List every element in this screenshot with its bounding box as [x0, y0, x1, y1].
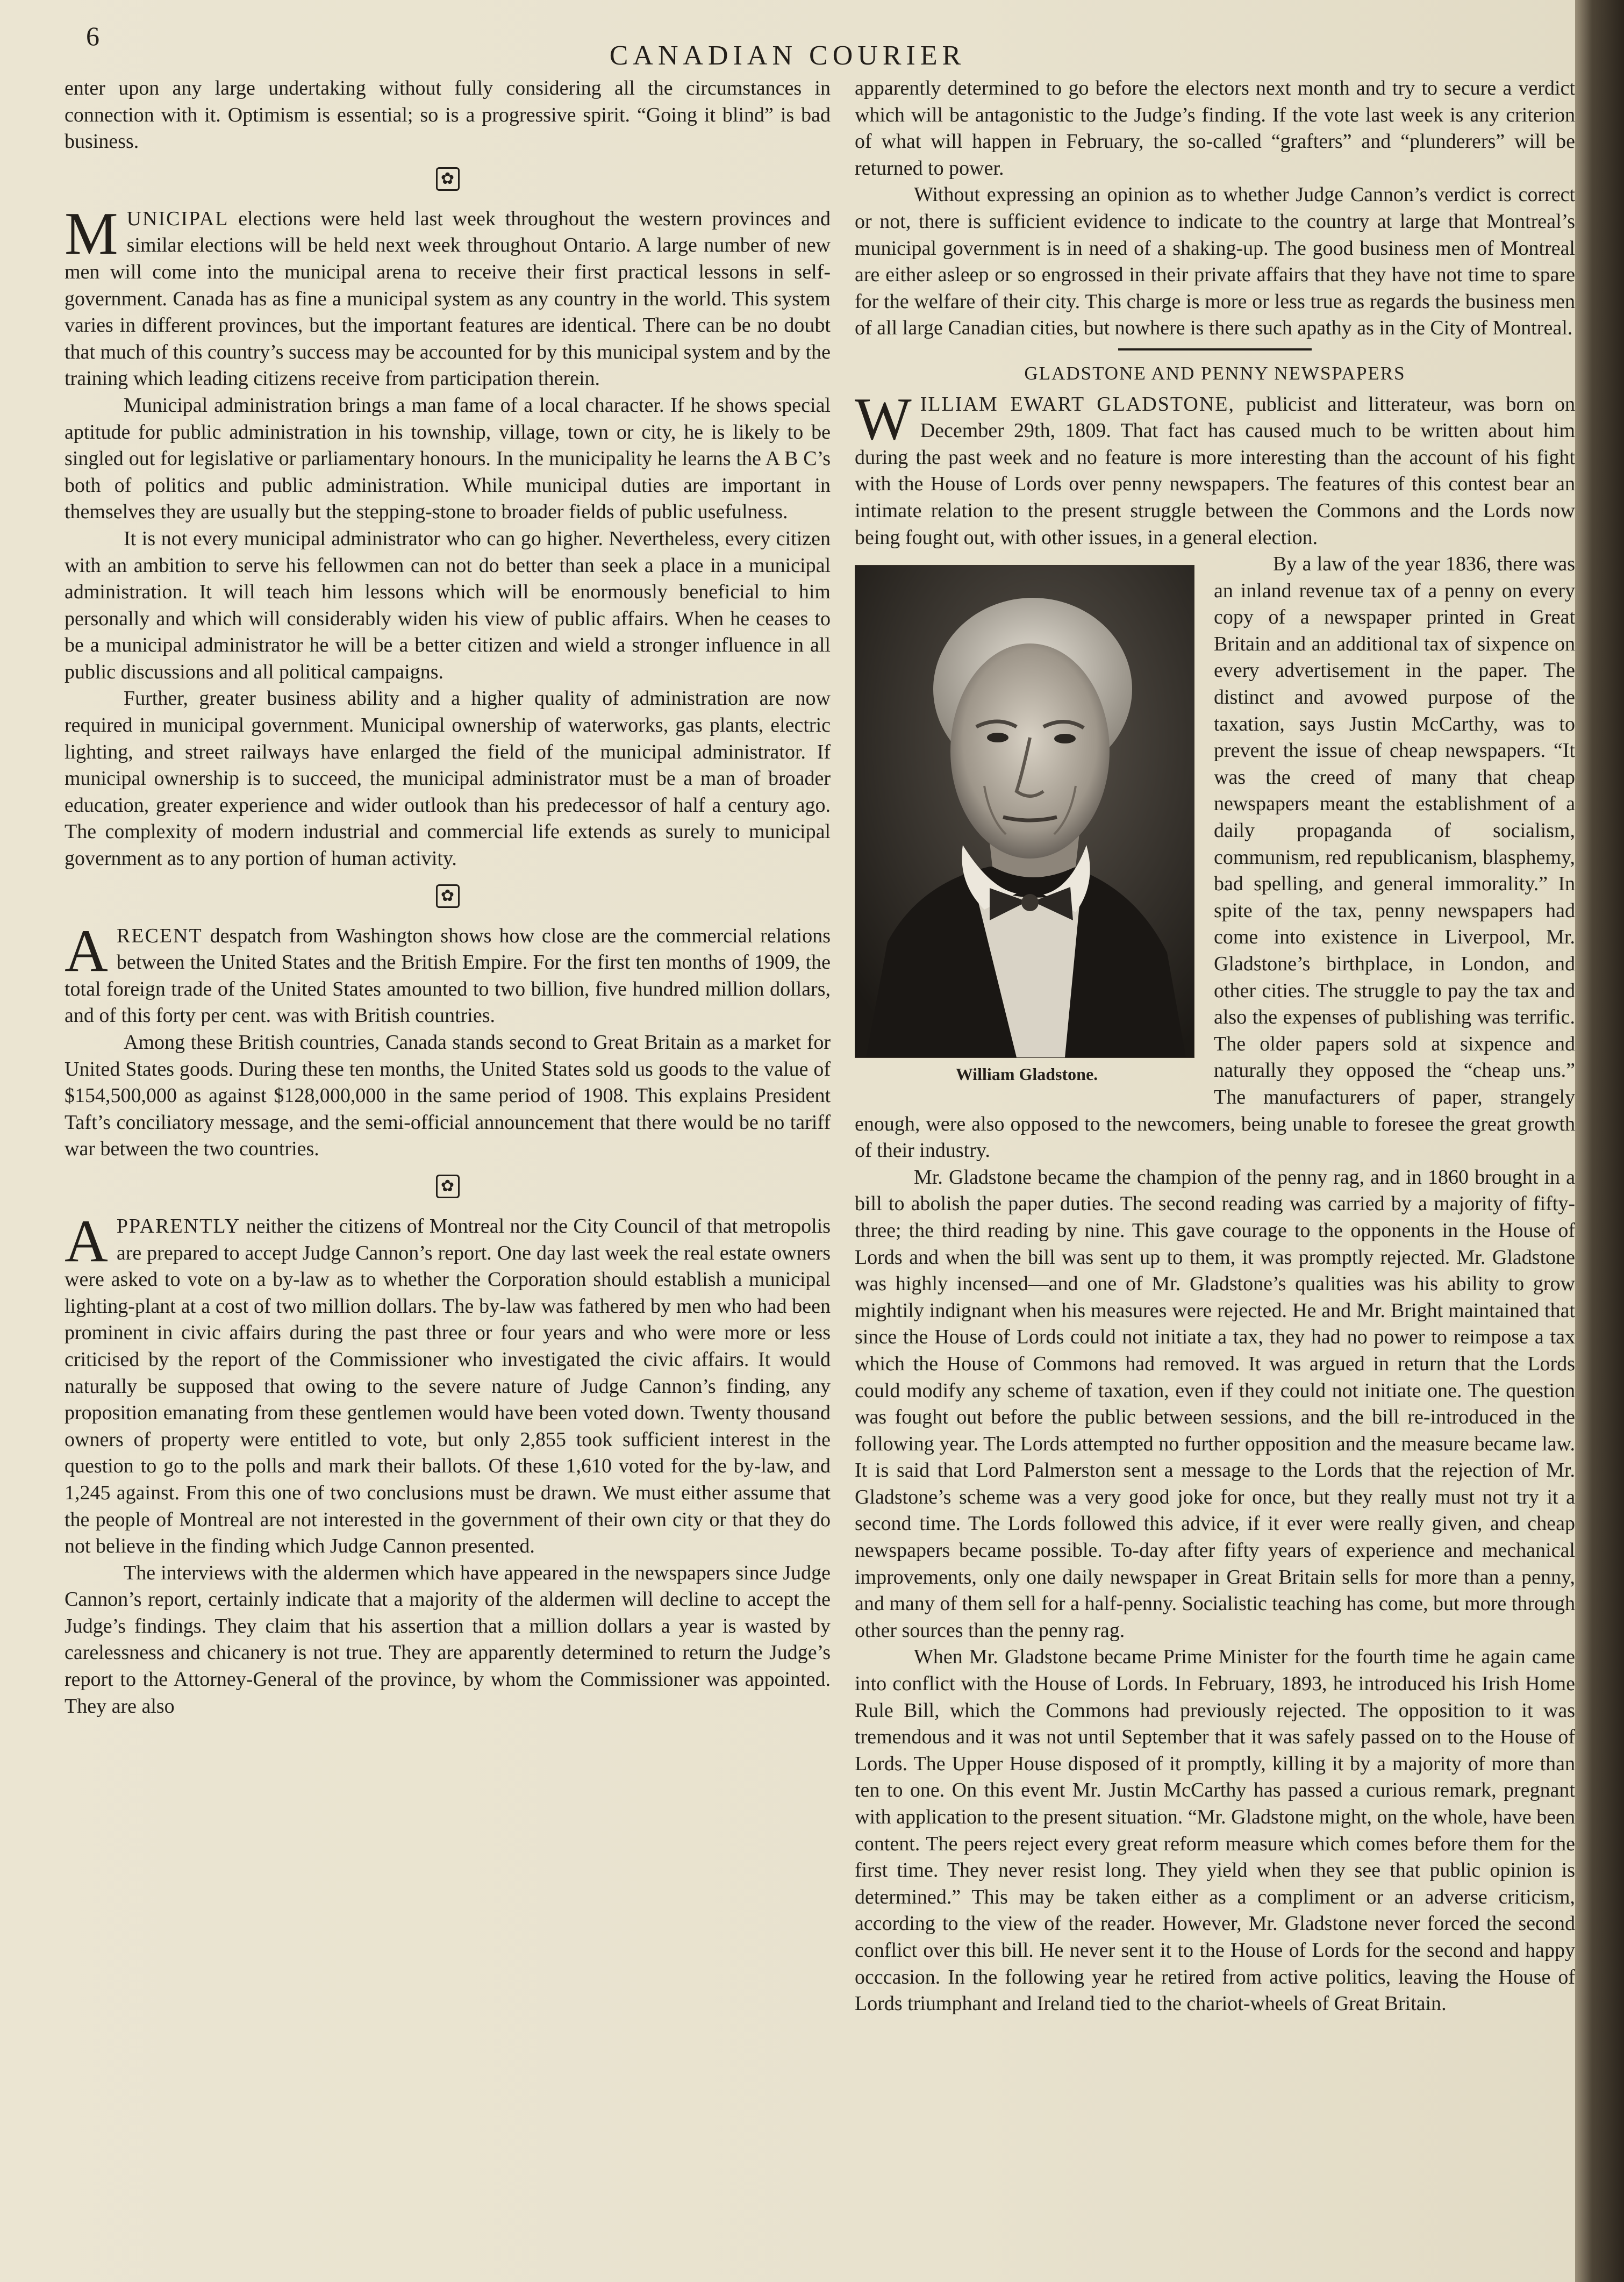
opening-paragraph: enter upon any large undertaking without fully considering all the circumstances in connection with it. Optimism is essential; so is a progressive spirit. “Going it blind” is bad business.: [65, 77, 831, 153]
municipal-paragraph-2: Municipal administration brings a man fame of a local character. If he shows special aptitude for public administration in his township, village, town or city, he is likely to be singled out for legislative or parliamentary honours. In the municipality he learns the A B C’s both of politics and public administration. While municipal duties are important in themselves they are usually but the stepping-stone to broader fields of public usefulness.: [65, 394, 831, 524]
montreal-continued-paragraph-1: apparently determined to go before the electors next month and try to secure a verdict which will be antagonistic to the Judge’s finding. If the vote last week is any criterion of what will happen in February, the so-called “grafters” and “plunderers” will be returned to power.: [855, 77, 1575, 180]
section-rule: [1118, 348, 1312, 350]
dropcap-m: M: [65, 200, 118, 267]
article-gladstone: [855, 360, 1575, 2018]
paragraph-text: despatch from Washington shows how close are the commercial relations between the United States and the British Empire. For the first ten months of 1909, the total foreign trade of the United States amounted to two billion, five hundred million dollars, and of this forty per cent. was with British countries.: [65, 924, 831, 1027]
section-heading: GLADSTONE AND PENNY NEWSPAPERS: [1024, 362, 1406, 384]
ornament-icon: ✿: [436, 1175, 460, 1198]
ornament-icon: ✿: [436, 167, 460, 191]
lead-word: RECENT: [116, 924, 203, 947]
municipal-paragraph-3: It is not every municipal administrator who can go higher. Nevertheless, every citizen with an ambition to serve his fellowmen can not do better than seek a place in a municipal administration. It will teach him lessons which will be enormously beneficial to him personally and which will considerably widen his view of public affairs. When he ceases to be a municipal administrator he will be a better citizen and wield a stronger influence in all public discussions and all political campaigns.: [65, 527, 831, 683]
running-title: CANADIAN COURIER: [609, 40, 966, 71]
article-washington-despatch: [65, 917, 831, 1163]
article-municipal-elections: [65, 200, 831, 872]
paragraph-text: publicist and litterateur, was born on December 29th, 1809. That fact has caused much to be written about him during the past week and no feature is more interesting than the account of his fight with the House of Lords over penny newspapers. The features of this contest bear an intimate relation to the present struggle between the Commons and the Lords now being fought out, with other issues, in a general election.: [855, 392, 1575, 549]
municipal-paragraph-4: Further, greater business ability and a higher quality of administration are now required in municipal government. Municipal ownership of waterworks, gas plants, electric lighting, and street railways have enlarged the field of the municipal administrator. If municipal ownership is to succeed, the municipal administrator must be a man of broader education, greater experience and wider outlook than his predecessor of half a century ago. The complexity of modern industrial and commercial life extends as surely to municipal government as to any portion of human activity.: [65, 687, 831, 870]
lead-word: UNICIPAL: [126, 207, 229, 230]
paragraph-text: neither the citizens of Montreal nor the City Council of that metropolis are prepared to accept Judge Cannon’s report. One day last week the real estate owners were asked to vote on a by-law as to whether the Corporation should establish a municipal lighting-plant at a cost of two million dollars. The by-law was fathered by men who had been prominent in civic affairs during the past three or four years and who were more or less criticised by the report of the Commissioner who investigated the civic affairs. It would naturally be supposed that owing to the severe nature of Judge Cannon’s finding, any proposition emanating from these gentlemen would have been voted down. Twenty thousand owners of property were entitled to vote, but only 2,855 took sufficient interest in the question to go to the polls and mark their ballots. Of these 1,610 voted for the by-law, and 1,245 against. From this one of two conclusions must be drawn. We must either assume that the people of Montreal are not interested in the government of their own city or that they do not believe in the finding which Judge Cannon presented.: [65, 1214, 831, 1558]
portrait-caption: William Gladstone.: [955, 1064, 1098, 1084]
washington-paragraph-1: [65, 917, 831, 1029]
article-montreal: [65, 1207, 831, 1720]
binding-edge: [1575, 0, 1624, 2282]
right-column: [855, 75, 1575, 2018]
montreal-paragraph-1: [65, 1207, 831, 1560]
gladstone-paragraph-1: [855, 385, 1575, 552]
gladstone-portrait-image: [855, 565, 1194, 1058]
montreal-continued-paragraph-2: Without expressing an opinion as to whether Judge Cannon’s verdict is correct or not, there is sufficient evidence to indicate to the country at large that Montreal’s municipal government is in need of a shaking-up. The good business men of Montreal are either asleep or so engrossed in their private affairs that they have not time to spare for the welfare of their city. This charge is more or less true as regards the business men of all large Canadian cities, but nowhere is there such apathy as in the City of Montreal.: [855, 183, 1575, 340]
article-montreal-continued: [855, 75, 1575, 342]
page-number: 6: [86, 21, 99, 51]
gladstone-paragraph-2: By a law of the year 1836, there was an inland revenue tax of a penny on every copy of a newspaper printed in Great Britain and an additional tax of sixpence on every advertisement in the paper. The distinct and avowed purpose of the taxation, says Justin McCarthy, was to prevent the issue of cheap newspapers. “It was the creed of many that cheap newspapers meant the establishment of a daily propaganda of socialism, communism, red republicanism, blasphemy, bad spelling, and general immorality.” In spite of the tax, penny newspapers had come into existence in Liverpool, Mr. Gladstone’s birthplace, in London, and other cities. The struggle to pay the tax and also the expenses of publishing was terrific. The older papers sold at sixpence and naturally they opposed the “cheap uns.” The manufacturers of paper, strangely enough, were also opposed to the newcomers, being unable to foresee the great growth of their industry.: [855, 553, 1575, 1162]
montreal-paragraph-2: The interviews with the aldermen which have appeared in the newspapers since Judge Cannon’s report, certainly indicate that a majority of the aldermen will decline to accept the Judge’s findings. They claim that his assertion that a million dollars a year is wasted by carelessness and chicanery is not true. They are apparently determined to return the Judge’s report to the Attorney-General of the province, by whom the Commissioner was appointed. They are also: [65, 1561, 831, 1718]
washington-paragraph-2: Among these British countries, Canada stands second to Great Britain as a market for United States goods. During these ten months, the United States sold us goods to the value of $154,500,000 as against $128,000,000 in the same period of 1908. This explains President Taft’s conciliatory message, and the semi-official announcement that there would be no tariff war between the two countries.: [65, 1031, 831, 1161]
dropcap-a: A: [65, 1207, 108, 1275]
portrait-figure: [855, 565, 1199, 1085]
gladstone-paragraph-4: When Mr. Gladstone became Prime Minister for the fourth time he again came into conflict with the House of Lords. In February, 1893, he introduced his Irish Home Rule Bill, which the Commons had previously rejected. The opposition to it was tremendous and it was not until September that it was safely passed on to the House of Lords. The Upper House disposed of it promptly, killing it by a majority of more than ten to one. On this event Mr. Justin McCarthy has passed a curious remark, pregnant with application to the present situation. “Mr. Gladstone might, on the whole, have been content. The peers reject every great reform measure which comes before them for the first time. They never resist long. They yield when they see that public opinion is determined.” This may be taken either as a compliment or an adverse criticism, according to the view of the reader. However, Mr. Gladstone never forced the second conflict over this bill. He never sent it to the House of Lords for the second and happy occcasion. In the following year he retired from active politics, leaving the House of Lords triumphant and Ireland tied to the chariot-wheels of Great Britain.: [855, 1646, 1575, 2015]
ornament-icon: ✿: [436, 884, 460, 908]
dropcap-w: W: [855, 385, 912, 453]
dropcap-a: A: [65, 917, 108, 984]
paragraph-text: elections were held last week throughout the western provinces and similar elections will be held next week throughout Ontario. A large number of new men will come into the municipal arena to receive their first practical lessons in self-government. Canada has as fine a municipal system as any country in the world. This system varies in different provinces, but the important features are identical. There can be no doubt that much of this country’s success may be accounted for by this municipal system and by the training which leading citizens receive from participation therein.: [65, 207, 831, 390]
municipal-paragraph-1: [65, 200, 831, 392]
lead-word: PPARENTLY: [116, 1214, 241, 1237]
lead-word: ILLIAM EWART GLADSTONE,: [920, 392, 1235, 416]
left-column: [65, 75, 831, 1720]
gladstone-paragraph-3: Mr. Gladstone became the champion of the penny rag, and in 1860 brought in a bill to abolish the paper duties. The second reading was carried by a majority of fifty-three; the third reading by nine. This gave courage to the opponents in the House of Lords and when the bill was sent up to them, it was promptly rejected. Mr. Gladstone was highly incensed—and one of Mr. Gladstone’s qualities was his ability to grow mightily indignant when his measures were rejected. He and Mr. Bright maintained that since the House of Lords could not initiate a tax, they had no power to reimpose a tax which the House of Commons had removed. It was argued in return that the Lords could modify any scheme of taxation, even if they could not initiate one. The question was fought out before the public between sessions, and the bill re-introduced in the following year. The Lords attempted no further opposition and the measure became law. It is said that Lord Palmerston sent a message to the Lords that the rejection of Mr. Gladstone’s scheme was a very good joke for once, but they really must not try it a second time. The Lords followed this advice, if it ever were really given, and cheap newspapers became possible. To-day after fifty years of experience and mechanical improvements, only one daily newspaper in Great Britain sells for more than a penny, and many of them sell for a half-penny. Socialistic teaching has come, but more through other sources than the penny rag.: [855, 1165, 1575, 1642]
